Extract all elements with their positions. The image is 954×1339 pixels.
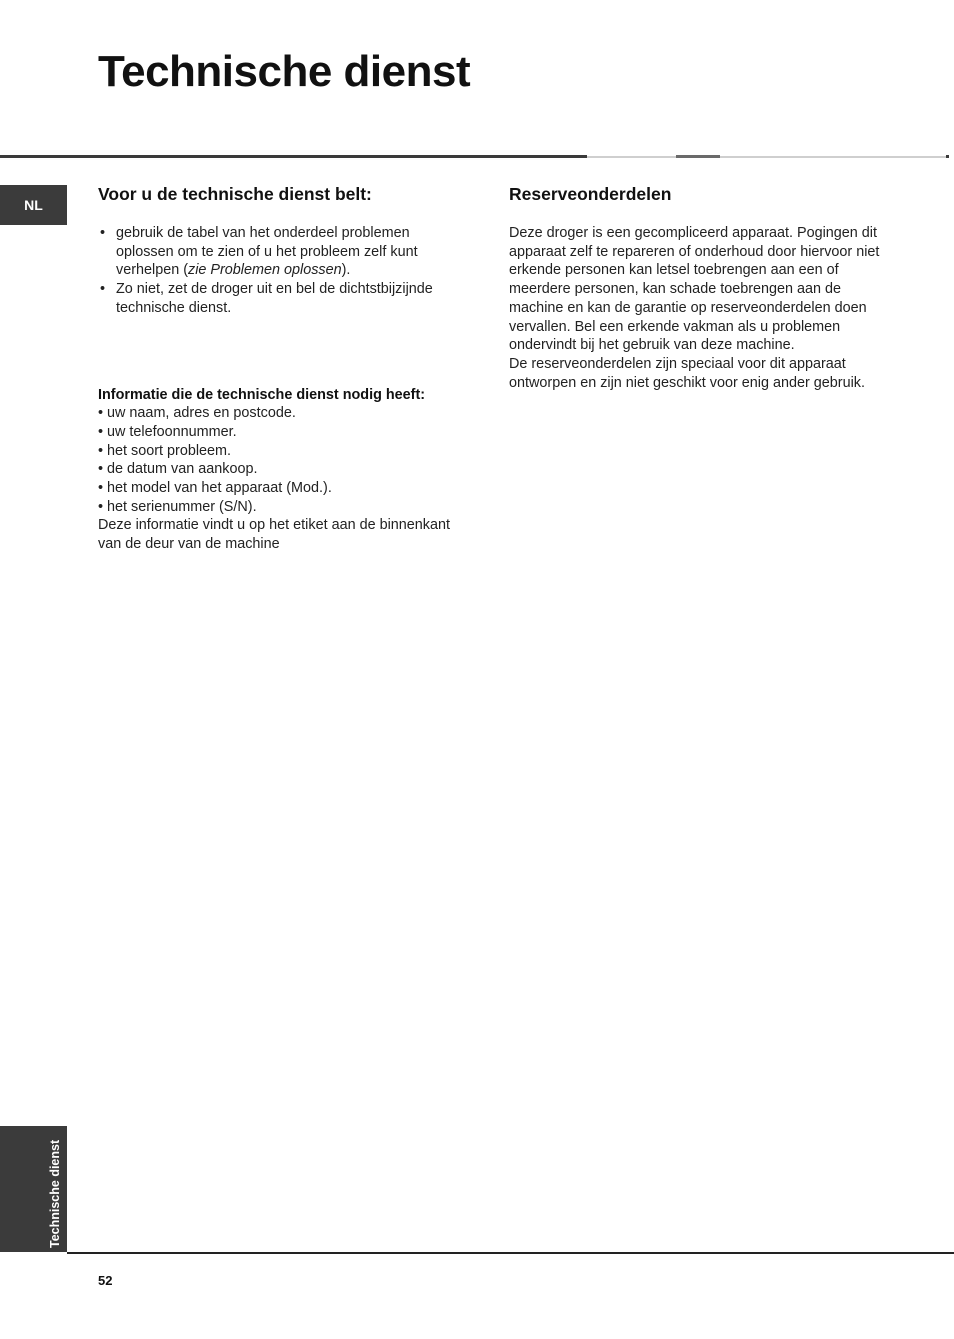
header-rule-light (587, 156, 676, 158)
info-item-problem: • het soort probleem. (98, 442, 232, 459)
info-item-model: • het model van het apparaat (Mod.). (98, 480, 332, 497)
info-location-note: Deze informatie vindt u op het etiket aan de binnenkant van de deur van de machine (98, 517, 451, 553)
right-column (509, 183, 881, 392)
before-call-list (98, 224, 468, 318)
list-item (98, 224, 468, 280)
required-info-heading: Informatie die de technische dienst nodig heeft: (98, 386, 426, 403)
info-item-serial: • het serienummer (S/N). (98, 498, 257, 515)
left-column (98, 183, 468, 554)
list-item (98, 280, 468, 317)
spare-parts-paragraph-2: De reserveonderdelen zijn speciaal voor dit apparaat ontworpen en zijn niet geschikt voor enig ander gebruik. (509, 355, 865, 391)
required-info-section (98, 386, 468, 554)
page-number: 52 (98, 1273, 113, 1288)
info-item-phone: • uw telefoonnummer. (98, 423, 237, 440)
header-rule-end (946, 155, 949, 158)
header-rule-mid (676, 155, 720, 158)
info-item-purchase-date: • de datum van aankoop. (98, 461, 258, 478)
bullet-text-before: gebruik de tabel van het onderdeel problemen oplossen om te zien of u het probleem zelf kunt verhelpen ( (116, 225, 418, 279)
language-label: NL (24, 197, 43, 213)
info-item-name: • uw naam, adres en postcode. (98, 405, 296, 422)
language-tab (0, 185, 67, 225)
page-title: Technische dienst (98, 47, 471, 96)
header-rule-light-2 (720, 156, 946, 158)
troubleshooting-reference: zie Problemen oplossen (188, 262, 342, 279)
footer-rule (67, 1252, 954, 1254)
spare-parts-paragraph-1: Deze droger is een gecompliceerd apparaat. Pogingen dit apparaat zelf te repareren of onderhoud door hiervoor niet erkende personen kan letsel toebrengen aan een of meerdere personen, kan schade toebrengen aan de machine en kan de garantie op reserveonderdelen doen vervallen. Bel een erkende vakman als u problemen ondervindt bij het gebruik van deze machine. (509, 225, 880, 354)
bullet-text: Zo niet, zet de droger uit en bel de dichtstbijzijnde technische dienst. (116, 281, 433, 316)
spare-parts-heading: Reserveonderdelen (509, 184, 672, 204)
section-side-tab (0, 1126, 67, 1252)
before-call-heading: Voor u de technische dienst belt: (98, 184, 372, 204)
header-rule-dark (0, 155, 587, 158)
section-side-label: Technische dienst (48, 1139, 62, 1248)
bullet-text-after: ). (341, 262, 351, 279)
